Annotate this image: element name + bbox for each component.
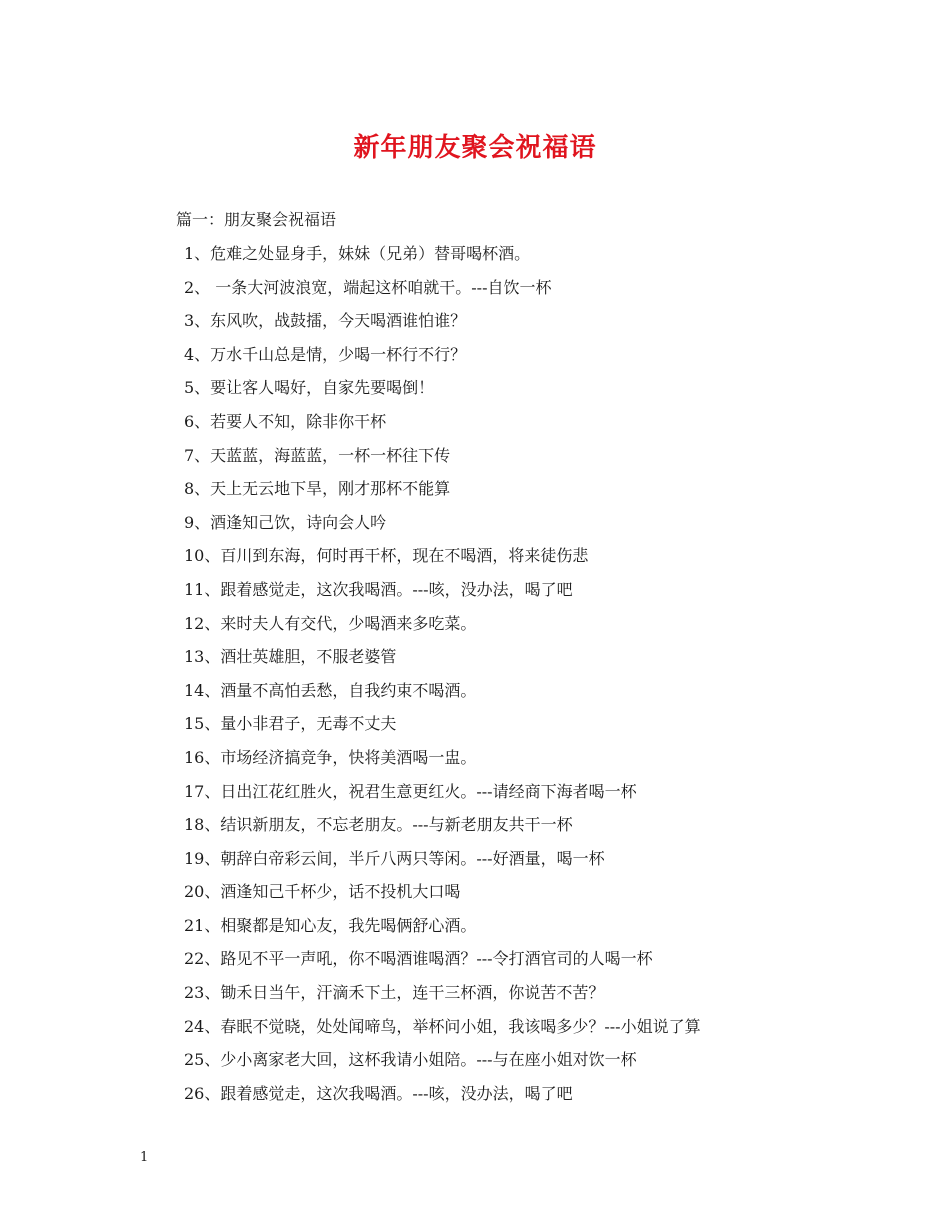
- list-item: 24、春眠不觉晓，处处闻啼鸟，举杯问小姐，我该喝多少？---小姐说了算: [184, 1016, 701, 1036]
- list-item: 10、百川到东海，何时再干杯，现在不喝酒，将来徒伤悲: [184, 546, 589, 566]
- list-item: 9、酒逢知己饮，诗向会人吟: [184, 512, 387, 532]
- list-item: 6、若要人不知，除非你干杯: [184, 411, 387, 431]
- list-item: 19、朝辞白帝彩云间，半斤八两只等闲。---好酒量，喝一杯: [184, 848, 605, 868]
- page-number: 1: [140, 1150, 149, 1165]
- list-item: 23、锄禾日当午，汗滴禾下土，连干三杯酒，你说苦不苦？: [184, 983, 605, 1003]
- list-item: 12、来时夫人有交代，少喝酒来多吃菜。: [184, 613, 477, 633]
- list-item: 22、路见不平一声吼，你不喝酒谁喝酒？---令打酒官司的人喝一杯: [184, 949, 653, 969]
- list-item: 3、东风吹，战鼓擂，今天喝酒谁怕谁？: [184, 311, 467, 331]
- list-item: 21、相聚都是知心友，我先喝俩舒心酒。: [184, 915, 477, 935]
- list-item: 11、跟着感觉走，这次我喝酒。---咳，没办法，喝了吧: [184, 579, 573, 599]
- list-item: 18、结识新朋友，不忘老朋友。---与新老朋友共干一杯: [184, 815, 573, 835]
- list-item: 26、跟着感觉走，这次我喝酒。---咳，没办法，喝了吧: [184, 1083, 573, 1103]
- blessing-list: [184, 240, 701, 1113]
- document-title: 新年朋友聚会祝福语: [353, 133, 597, 163]
- list-item: 15、量小非君子，无毒不丈夫: [184, 714, 397, 734]
- list-item: 25、少小离家老大回，这杯我请小姐陪。---与在座小姐对饮一杯: [184, 1050, 637, 1070]
- list-item: 17、日出江花红胜火，祝君生意更红火。---请经商下海者喝一杯: [184, 781, 637, 801]
- list-item: 20、酒逢知己千杯少，话不投机大口喝: [184, 882, 461, 902]
- list-item: 8、天上无云地下旱，刚才那杯不能算: [184, 479, 451, 499]
- list-item: 13、酒壮英雄胆，不服老婆管: [184, 647, 397, 667]
- list-item: 14、酒量不高怕丢愁，自我约束不喝酒。: [184, 680, 477, 700]
- list-item: 1、危难之处显身手，妹妹（兄弟）替哥喝杯酒。: [184, 244, 531, 263]
- list-item: 2、 一条大河波浪宽，端起这杯咱就干。---自饮一杯: [184, 277, 552, 297]
- list-item: 5、要让客人喝好，自家先要喝倒！: [184, 378, 435, 398]
- section-heading: 篇一：朋友聚会祝福语: [176, 210, 337, 229]
- list-item: 7、天蓝蓝，海蓝蓝，一杯一杯往下传: [184, 445, 451, 465]
- list-item: 4、万水千山总是情，少喝一杯行不行？: [184, 344, 467, 364]
- list-item: 16、市场经济搞竞争，快将美酒喝一盅。: [184, 747, 477, 767]
